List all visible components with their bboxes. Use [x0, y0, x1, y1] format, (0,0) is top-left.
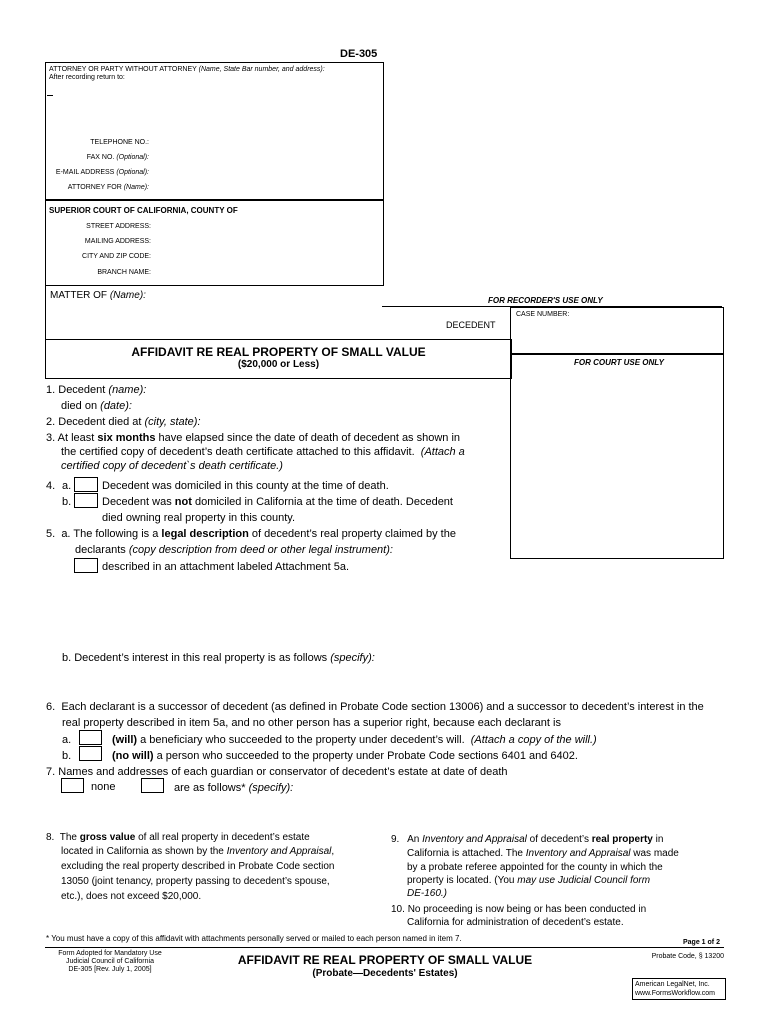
- marker-dash: [47, 95, 53, 96]
- item-4b-checkbox[interactable]: [74, 493, 98, 508]
- item-4a-text: Decedent was domiciled in this county at the time of death.: [102, 480, 389, 492]
- item-4a-checkbox[interactable]: [74, 477, 98, 492]
- decedent-label: DECEDENT: [446, 320, 496, 330]
- item-6a-checkbox[interactable]: [79, 730, 102, 745]
- telephone-label: TELEPHONE NO.:: [90, 139, 149, 146]
- item-5a-line2: declarants (copy description from deed or other legal instrument):: [75, 544, 393, 556]
- item-6-line1: 6. Each declarant is a successor of decedent (as defined in Probate Code section 13006) and a successor to decedent’s interest in the: [46, 701, 704, 713]
- page-number: Page 1 of 2: [683, 939, 720, 946]
- item-4b-text: Decedent was not domiciled in California at the time of death. Decedent: [102, 496, 453, 508]
- item-7-none-checkbox[interactable]: [61, 778, 84, 793]
- branch-name-label: BRANCH NAME:: [97, 269, 151, 276]
- footer-subtitle: (Probate—Decedents' Estates): [312, 968, 458, 979]
- email-label: E-MAIL ADDRESS (Optional):: [55, 169, 149, 176]
- footer-title: AFFIDAVIT RE REAL PROPERTY OF SMALL VALUE: [237, 953, 533, 967]
- item-6b-checkbox[interactable]: [79, 746, 102, 761]
- item-5a-attachment-text: described in an attachment labeled Attachment 5a.: [102, 561, 350, 573]
- city-zip-label: CITY AND ZIP CODE:: [82, 253, 151, 260]
- attorney-box: [45, 62, 384, 201]
- adoption-info: Form Adopted for Mandatory Use Judicial Council of California DE-305 [Rev. July 1, 2005]: [58, 950, 162, 973]
- item-2: 2. Decedent died at (city, state):: [46, 416, 201, 428]
- recording-return-label: After recording return to:: [49, 74, 125, 81]
- form-subtitle: ($20,000 or Less): [237, 359, 320, 370]
- item-4b-letter: b.: [62, 496, 72, 508]
- item-5a: 5. a. The following is a legal description of decedent’s real property claimed by the: [46, 528, 456, 540]
- publisher-info: American LegalNet, Inc. www.FormsWorkflow.com: [635, 981, 715, 997]
- matter-of-label: MATTER OF (Name):: [50, 290, 146, 301]
- item-4-num: 4.: [46, 480, 56, 492]
- matter-left-border: [45, 284, 46, 339]
- footer-rule: [45, 947, 724, 948]
- item-6b-letter: b.: [62, 750, 72, 762]
- probate-code-ref: Probate Code, § 13200: [651, 953, 724, 960]
- item-4a-letter: a.: [62, 480, 72, 492]
- item-6a-letter: a.: [62, 734, 72, 746]
- court-use-label: FOR COURT USE ONLY: [574, 358, 664, 367]
- court-use-box: [510, 353, 724, 559]
- item-6a-text: (will) a beneficiary who succeeded to the property under decedent’s will. (Attach a copy of the will.): [112, 734, 597, 746]
- mailing-address-label: MAILING ADDRESS:: [84, 238, 151, 245]
- case-number-label: CASE NUMBER:: [516, 311, 570, 318]
- item-7-none-label: none: [91, 781, 116, 793]
- form-title: AFFIDAVIT RE REAL PROPERTY OF SMALL VALUE: [131, 345, 426, 359]
- item-6b-text: (no will) a person who succeeded to the property under Probate Code sections 6401 and 6402.: [112, 750, 578, 762]
- fax-label: FAX NO. (Optional):: [86, 154, 149, 161]
- attorney-label: ATTORNEY OR PARTY WITHOUT ATTORNEY (Name, State Bar number, and address):: [49, 66, 325, 73]
- item-5b: b. Decedent’s interest in this real property is as follows (specify):: [62, 652, 375, 664]
- service-footnote: * You must have a copy of this affidavit with attachments personally served or mailed to each person named in item 7.: [46, 934, 462, 943]
- street-address-label: STREET ADDRESS:: [86, 223, 151, 230]
- attorney-for-label: ATTORNEY FOR (Name):: [67, 184, 149, 191]
- form-number: DE-305: [340, 48, 378, 60]
- item-7: 7. Names and addresses of each guardian or conservator of decedent’s estate at date of death: [46, 766, 508, 778]
- item-5a-checkbox[interactable]: [74, 558, 98, 573]
- court-label: SUPERIOR COURT OF CALIFORNIA, COUNTY OF: [49, 206, 238, 215]
- item-4b-line2: died owning real property in this county.: [102, 512, 296, 524]
- recorder-use-label: FOR RECORDER'S USE ONLY: [488, 296, 603, 305]
- item-6-line2: real property described in item 5a, and no other person has a superior right, because each declarant is: [62, 717, 561, 729]
- item-7-follows-label: are as follows* (specify):: [174, 782, 294, 794]
- item-7-follows-checkbox[interactable]: [141, 778, 164, 793]
